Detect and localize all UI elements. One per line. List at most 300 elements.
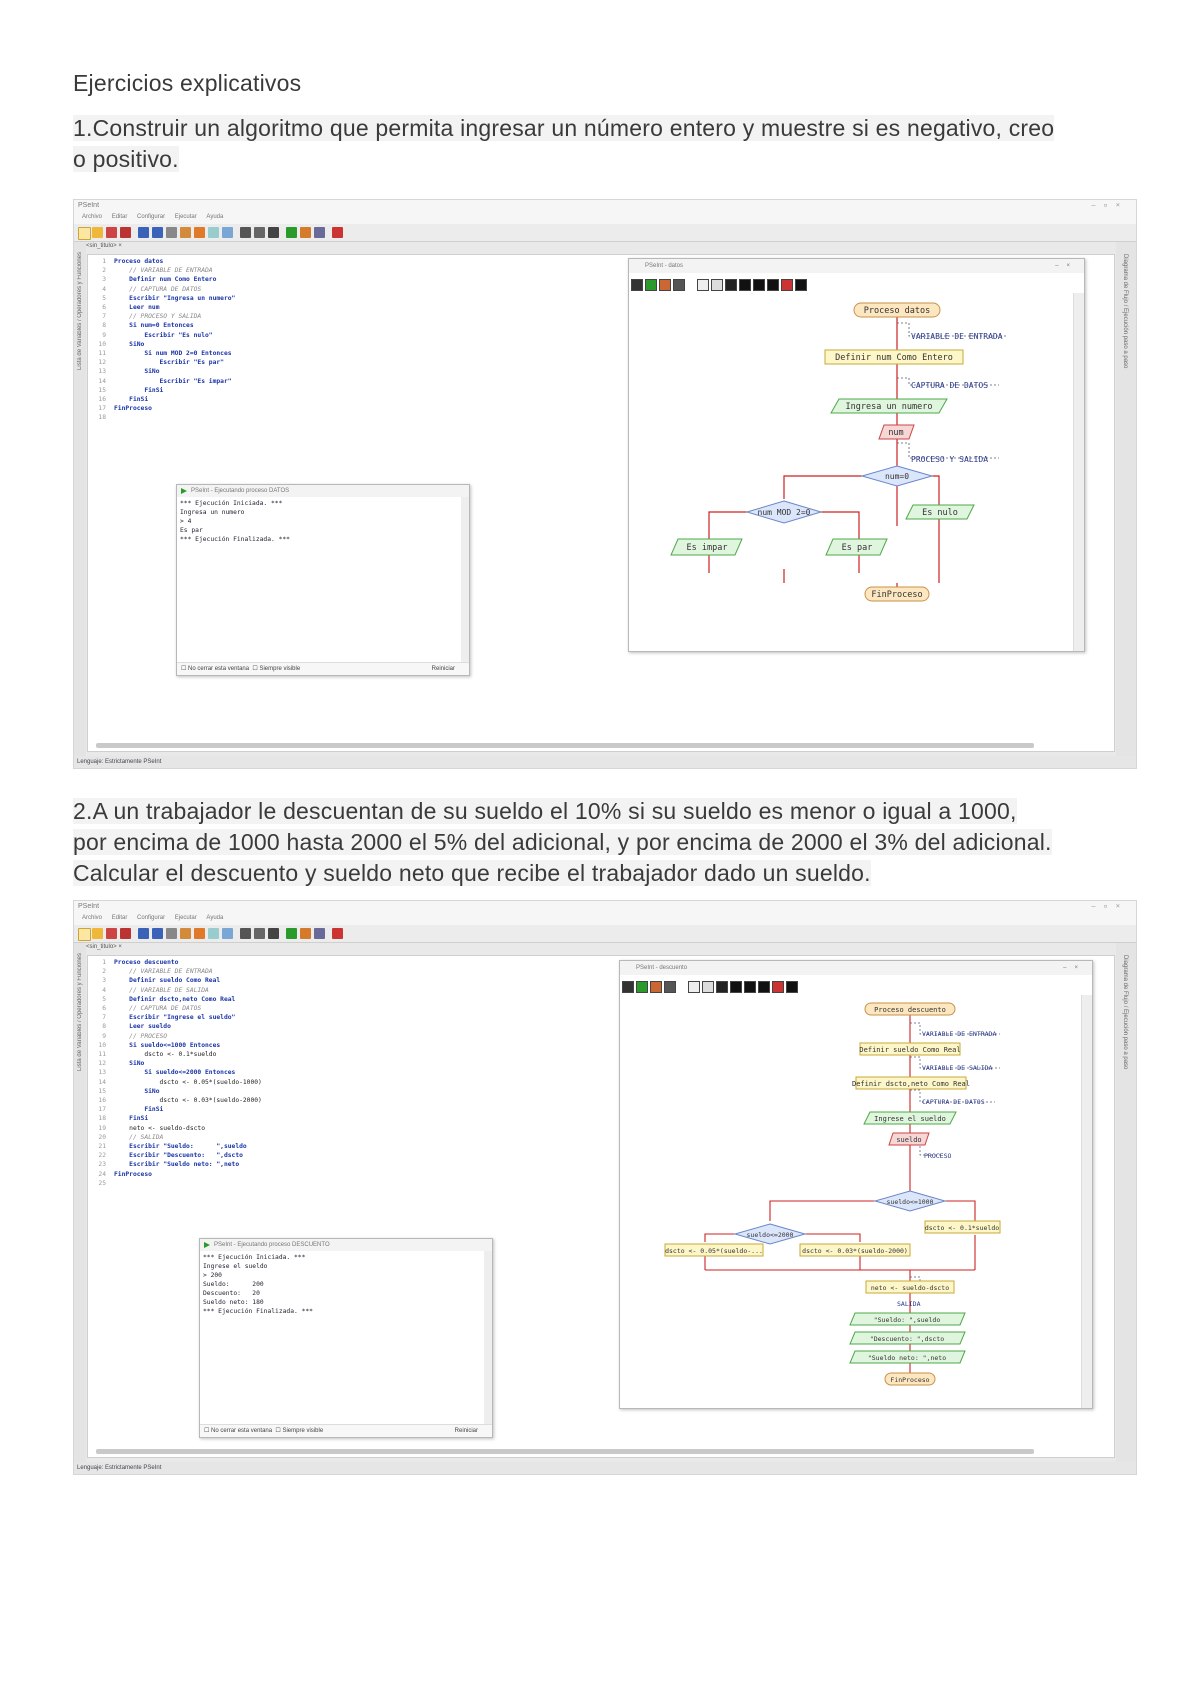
flow-tool-icon[interactable] [631, 279, 643, 291]
menu-ayuda[interactable]: Ayuda [206, 214, 224, 220]
flow-export-icon[interactable] [697, 279, 709, 291]
side-panel-left-label[interactable]: Lista de Variables / Operadores y Funciones [77, 252, 83, 370]
line-text: // PROCESO [114, 1032, 168, 1040]
line-number: 1 [102, 959, 106, 966]
new-file-icon[interactable] [78, 227, 91, 240]
indent-icon[interactable] [208, 227, 219, 238]
line-number: 7 [102, 1014, 106, 1022]
line-text: FinProceso [114, 405, 152, 413]
line-number: 5 [102, 995, 106, 1003]
open-folder-icon[interactable] [92, 227, 103, 238]
flow-comment-5: SALIDA [897, 1300, 921, 1308]
open-folder-icon[interactable] [92, 928, 103, 939]
console-footer: ☐ No cerrar esta ventana ☐ Siempre visible Reiniciar [200, 1424, 492, 1437]
exercise-2-line-1: 2.A un trabajador le descuentan de su sueldo el 10% si su sueldo es menor o igual a 1000, [73, 798, 1017, 824]
flow-decision-text: num=0 [884, 472, 910, 481]
code-line [88, 976, 262, 985]
no-close-checkbox-label[interactable]: No cerrar esta ventana [188, 666, 250, 672]
flowchart-toolbar [631, 276, 809, 290]
code-line [88, 1160, 262, 1169]
flowchart-scrollbar[interactable] [1081, 995, 1092, 1408]
pseint-screenshot-1 [73, 199, 1137, 769]
line-number: 14 [98, 377, 106, 385]
flow-save-icon[interactable] [664, 981, 676, 993]
line-text: SiNo [114, 1087, 160, 1095]
right-side-panel [1116, 242, 1136, 756]
exercise-2-line-3: Calcular el descuento y sueldo neto que recibe el trabajador dado un sueldo. [73, 860, 871, 886]
flow-help-icon[interactable] [772, 981, 784, 993]
line-text: SiNo [114, 1060, 145, 1068]
code-line [88, 321, 235, 330]
line-number: 12 [98, 359, 106, 367]
line-number: 14 [98, 1078, 106, 1086]
redo-icon[interactable] [152, 928, 163, 939]
console-title: PSeInt - Ejecutando proceso DATOS [191, 488, 290, 494]
code-line [88, 1142, 262, 1151]
code-line [88, 1096, 262, 1105]
indent-icon[interactable] [208, 928, 219, 939]
run-icon [204, 1242, 210, 1248]
flowchart-window [628, 258, 1085, 652]
flow-impar-text: Es impar [686, 543, 728, 553]
line-number: 2 [102, 968, 106, 976]
window-controls[interactable]: –▫× [1091, 201, 1128, 209]
flowchart-toolbar [622, 978, 800, 992]
paste-icon[interactable] [194, 928, 205, 939]
menu-ayuda[interactable]: Ayuda [206, 915, 224, 921]
code-line [88, 312, 235, 321]
line-text: // SALIDA [114, 1133, 164, 1141]
zoom-icon[interactable] [240, 227, 251, 238]
menu-bar [74, 915, 1136, 925]
save-as-icon[interactable] [120, 928, 131, 939]
code-line [88, 986, 262, 995]
flowchart-scrollbar[interactable] [1073, 293, 1084, 651]
flow-comment-icon[interactable] [702, 981, 714, 993]
flow-run-icon[interactable] [636, 981, 648, 993]
code-line [88, 358, 235, 367]
line-text: Si sueldo<=1000 Entonces [114, 1041, 221, 1049]
flowchart-titlebar [620, 961, 1092, 975]
line-text: Proceso descuento [114, 959, 179, 966]
line-number: 1 [102, 258, 106, 265]
line-number: 15 [98, 386, 106, 394]
left-side-panel [74, 242, 86, 756]
code-line [88, 413, 235, 422]
paste-icon[interactable] [194, 227, 205, 238]
code-line [88, 1151, 262, 1160]
line-number: 10 [98, 1041, 106, 1049]
flow-print-1-text: "Sueldo: ",sueldo [873, 1316, 941, 1324]
side-panel-left-label[interactable]: Lista de Variables / Operadores y Funciones [77, 953, 83, 1071]
line-number: 8 [102, 1023, 106, 1031]
menu-editar[interactable]: Editar [111, 214, 128, 220]
always-visible-checkbox-label[interactable]: Siempre visible [259, 666, 301, 672]
flowchart-icon[interactable] [314, 227, 325, 238]
side-panel-right-label[interactable]: Diagrama de Flujo / Ejecución paso a paso [1122, 955, 1128, 1070]
window-titlebar [74, 901, 1136, 915]
code-line [88, 386, 235, 395]
line-text: Si num=0 Entonces [114, 322, 194, 330]
line-text: Proceso datos [114, 258, 164, 265]
line-text: dscto <- 0.03*(sueldo-2000) [114, 1097, 262, 1105]
flow-comment-1: VARIABLE DE ENTRADA [922, 1030, 997, 1038]
console-title: PSeInt - Ejecutando proceso DESCUENTO [214, 1242, 330, 1248]
line-text: Leer num [114, 304, 160, 312]
line-text: // VARIABLE DE SALIDA [114, 986, 209, 994]
flow-nulo-text: Es nulo [922, 508, 958, 518]
right-side-panel [1116, 943, 1136, 1462]
line-number: 2 [102, 267, 106, 275]
line-text: Escribir "Es nulo" [114, 331, 213, 339]
code-line [88, 294, 235, 303]
exercise-1-line-2: o positivo. [73, 146, 179, 172]
source-code [88, 257, 235, 423]
line-number: 18 [98, 1115, 106, 1123]
line-text: Escribir "Sueldo neto: ",neto [114, 1161, 240, 1169]
flow-print-3-text: "Sueldo neto: ",neto [867, 1354, 947, 1362]
line-text: FinSi [114, 1115, 149, 1123]
line-text: FinSi [114, 1106, 164, 1114]
save-icon[interactable] [106, 928, 117, 939]
flowchart-title: PSeInt - datos [645, 263, 684, 269]
code-line [88, 1041, 262, 1050]
menu-archivo[interactable]: Archivo [82, 915, 103, 921]
console-window [176, 484, 470, 676]
flow-save-icon[interactable] [673, 279, 685, 291]
side-panel-right-label[interactable]: Diagrama de Flujo / Ejecución paso a paso [1122, 254, 1128, 369]
line-number: 5 [102, 294, 106, 302]
line-text: // CAPTURA DE DATOS [114, 285, 202, 293]
flow-output-text: Ingresa un numero [845, 402, 933, 412]
horizontal-scrollbar[interactable] [96, 743, 1034, 748]
flow-define-text: Definir num Como Entero [835, 353, 953, 363]
flowchart-canvas [629, 293, 1074, 651]
console-titlebar [200, 1239, 492, 1251]
flowchart-diagram [620, 995, 1082, 1406]
window-title: PSeInt [78, 202, 100, 209]
always-visible-checkbox-label[interactable]: Siempre visible [282, 1428, 324, 1434]
window-controls[interactable]: –▫× [1091, 902, 1128, 910]
flow-start-text: Proceso descuento [874, 1006, 946, 1014]
code-line [88, 995, 262, 1004]
code-line [88, 958, 262, 967]
exercise-2-statement [73, 796, 1052, 889]
code-line [88, 1087, 262, 1096]
code-line [88, 1022, 262, 1031]
menu-editar[interactable]: Editar [111, 915, 128, 921]
flow-shape-icon[interactable] [730, 981, 742, 993]
flow-read-text: sueldo [896, 1136, 922, 1144]
cut-icon[interactable] [166, 227, 177, 238]
line-number: 19 [98, 1124, 106, 1132]
flow-assign-3-text: dscto <- 0.03*(sueldo-2000) [802, 1247, 908, 1255]
flow-comment-icon[interactable] [711, 279, 723, 291]
line-number: 13 [98, 368, 106, 376]
console-titlebar [177, 485, 469, 497]
line-text: Si sueldo<=2000 Entonces [114, 1069, 236, 1077]
code-line [88, 1105, 262, 1114]
window-titlebar [74, 200, 1136, 214]
line-number: 23 [98, 1161, 106, 1169]
flowchart-title: PSeInt - descuento [636, 965, 688, 971]
flow-shape-icon[interactable] [744, 981, 756, 993]
line-number: 17 [98, 405, 106, 413]
line-text: dscto <- 0.1*sueldo [114, 1051, 217, 1059]
line-text: // PROCESO Y SALIDA [114, 313, 202, 321]
menu-configurar[interactable]: Configurar [137, 214, 166, 220]
line-number: 13 [98, 1069, 106, 1077]
flowchart-diagram [629, 293, 1074, 649]
line-number: 3 [102, 977, 106, 985]
undo-icon[interactable] [138, 227, 149, 238]
flow-par-text: Es par [841, 543, 873, 553]
line-number: 20 [98, 1133, 106, 1141]
code-line [88, 285, 235, 294]
line-number: 8 [102, 322, 106, 330]
line-number: 4 [102, 986, 106, 994]
code-line [88, 340, 235, 349]
flow-shape-icon[interactable] [716, 981, 728, 993]
flow-comment-2: VARIABLE DE SALIDA [922, 1064, 993, 1072]
tab-sin-titulo[interactable]: <sin_titulo> × [86, 944, 122, 950]
code-line [88, 367, 235, 376]
line-number: 16 [98, 1097, 106, 1105]
line-text: Escribir "Descuento: ",dscto [114, 1152, 243, 1160]
code-line [88, 303, 235, 312]
flow-comment-3: CAPTURA DE DATOS [922, 1098, 985, 1106]
line-text: // CAPTURA DE DATOS [114, 1005, 202, 1013]
flow-edit-icon[interactable] [650, 981, 662, 993]
source-code [88, 958, 262, 1188]
flowchart-window [619, 960, 1093, 1409]
line-text: // VARIABLE DE ENTRADA [114, 968, 213, 976]
line-text: // VARIABLE DE ENTRADA [114, 267, 213, 275]
comment-links [897, 323, 1007, 458]
run-icon[interactable] [286, 928, 297, 939]
flow-comment-2: CAPTURA DE DATOS [911, 381, 989, 390]
zoom-icon[interactable] [240, 928, 251, 939]
code-line [88, 967, 262, 976]
code-line [88, 257, 235, 266]
save-icon[interactable] [106, 227, 117, 238]
line-text: Escribir "Es impar" [114, 377, 232, 385]
console-footer: ☐ No cerrar esta ventana ☐ Siempre visible Reiniciar [177, 662, 469, 675]
save-as-icon[interactable] [120, 227, 131, 238]
horizontal-scrollbar[interactable] [96, 1449, 1034, 1454]
flow-define-1-text: Definir sueldo Como Real [859, 1046, 961, 1054]
flow-tool-icon[interactable] [622, 981, 634, 993]
code-line [88, 1170, 262, 1179]
flow-export-icon[interactable] [688, 981, 700, 993]
line-text: FinProceso [114, 1170, 152, 1178]
help-icon[interactable] [332, 227, 343, 238]
line-text: Definir dscto,neto Como Real [114, 995, 236, 1003]
line-number: 24 [98, 1170, 106, 1178]
code-line [88, 1059, 262, 1068]
find-icon[interactable] [222, 227, 233, 238]
line-text: FinSi [114, 386, 164, 394]
line-number: 6 [102, 1005, 106, 1013]
line-number: 11 [98, 1051, 106, 1059]
redo-icon[interactable] [152, 227, 163, 238]
line-number: 10 [98, 340, 106, 348]
code-line [88, 1068, 262, 1077]
status-bar: Lenguaje: Estrictamente PSeInt [74, 1462, 1136, 1474]
window-controls[interactable]: –× [1063, 965, 1086, 971]
line-number: 16 [98, 396, 106, 404]
console-window [199, 1238, 493, 1438]
line-number: 6 [102, 304, 106, 312]
run-icon [181, 488, 187, 494]
flow-shape-icon[interactable] [767, 279, 779, 291]
line-text: Escribir "Ingresa un numero" [114, 294, 236, 302]
line-text: Leer sueldo [114, 1023, 171, 1031]
flow-close-icon[interactable] [786, 981, 798, 993]
help-icon[interactable] [332, 928, 343, 939]
menu-ejecutar[interactable]: Ejecutar [174, 915, 197, 921]
settings-icon[interactable] [254, 928, 265, 939]
line-text: Definir num Como Entero [114, 276, 217, 284]
line-number: 17 [98, 1106, 106, 1114]
flow-assign-2-text: dscto <- 0.05*(sueldo-... [665, 1247, 763, 1255]
line-text: Escribir "Ingrese el sueldo" [114, 1014, 236, 1022]
code-line [88, 1004, 262, 1013]
line-number: 11 [98, 350, 106, 358]
page-heading: Ejercicios explicativos [73, 70, 302, 96]
status-bar: Lenguaje: Estrictamente PSeInt [74, 756, 1136, 768]
flow-comment-3: PROCESO Y SALIDA [911, 455, 989, 464]
flow-assign-1-text: dscto <- 0.1*sueldo [924, 1224, 1000, 1232]
code-line [88, 1179, 262, 1188]
flow-end-text: FinProceso [890, 1376, 930, 1384]
code-line [88, 404, 235, 413]
flow-start-text: Proceso datos [863, 306, 931, 316]
flow-shape-icon[interactable] [753, 279, 765, 291]
flow-decision-2-text: sueldo<=2000 [746, 1231, 794, 1239]
menu-bar [74, 214, 1136, 224]
find-icon[interactable] [222, 928, 233, 939]
flow-end-text: FinProceso [871, 590, 923, 600]
pseint-screenshot-2 [73, 900, 1137, 1475]
line-number: 7 [102, 313, 106, 321]
line-number: 25 [98, 1179, 106, 1187]
line-number: 18 [98, 414, 106, 422]
line-number: 15 [98, 1087, 106, 1095]
code-line [88, 1114, 262, 1123]
step-run-icon[interactable] [300, 928, 311, 939]
flow-comment-4: PROCESO [924, 1152, 952, 1160]
menu-archivo[interactable]: Archivo [82, 214, 103, 220]
console-output: *** Ejecución Iniciada. *** Ingresa un numero > 4 Es par *** Ejecución Finalizada. *** [180, 500, 290, 543]
line-text: FinSi [114, 396, 149, 404]
line-text: Escribir "Sueldo: ",sueldo [114, 1143, 247, 1151]
flow-shape-icon[interactable] [725, 279, 737, 291]
print-icon[interactable] [268, 928, 279, 939]
flow-shape-icon[interactable] [758, 981, 770, 993]
flow-decision-text: sueldo<=1000 [886, 1198, 934, 1206]
cut-icon[interactable] [166, 928, 177, 939]
console-output: *** Ejecución Iniciada. *** Ingrese el sueldo > 200 Sueldo: 200 Descuento: 20 Sueldo neto: 180 *** Ejecución Finalizada. *** [203, 1254, 313, 1315]
flowchart-titlebar [629, 259, 1084, 273]
code-line [88, 1133, 262, 1142]
flow-close-icon[interactable] [795, 279, 807, 291]
tab-sin-titulo[interactable]: <sin_titulo> × [86, 243, 122, 249]
flow-print-2-text: "Descuento: ",dscto [869, 1335, 945, 1343]
line-text: SiNo [114, 368, 160, 376]
line-number: 12 [98, 1060, 106, 1068]
code-line [88, 395, 235, 404]
print-icon[interactable] [268, 227, 279, 238]
code-line [88, 1124, 262, 1133]
console-scrollbar[interactable] [484, 1251, 492, 1425]
new-file-icon[interactable] [78, 928, 91, 941]
copy-icon[interactable] [180, 928, 191, 939]
code-line [88, 1050, 262, 1059]
line-text: neto <- sueldo-dscto [114, 1124, 205, 1132]
flow-calc-text: neto <- sueldo-dscto [870, 1284, 950, 1292]
line-number: 22 [98, 1152, 106, 1160]
code-line [88, 377, 235, 386]
settings-icon[interactable] [254, 227, 265, 238]
flow-output-text: Ingrese el sueldo [874, 1115, 946, 1123]
flow-shape-icon[interactable] [739, 279, 751, 291]
flow-decision-2-text: num MOD 2=0 [757, 508, 811, 517]
line-text: Definir sueldo Como Real [114, 977, 221, 985]
line-text: Escribir "Es par" [114, 359, 224, 367]
line-number: 9 [102, 331, 106, 339]
undo-icon[interactable] [138, 928, 149, 939]
no-close-checkbox-label[interactable]: No cerrar esta ventana [211, 1428, 273, 1434]
line-text: SiNo [114, 340, 145, 348]
flow-define-2-text: Definir dscto,neto Como Real [851, 1080, 971, 1088]
left-side-panel [74, 943, 86, 1462]
exercise-1-statement [73, 113, 1054, 175]
restart-button[interactable]: Reiniciar [454, 1428, 478, 1434]
code-line [88, 349, 235, 358]
toolbar [74, 224, 1136, 242]
code-line [88, 1078, 262, 1087]
line-number: 4 [102, 285, 106, 293]
console-scrollbar[interactable] [461, 497, 469, 663]
flowchart-canvas [620, 995, 1082, 1408]
flow-read-text: num [888, 428, 904, 438]
exercise-1-line-1: 1.Construir un algoritmo que permita ingresar un número entero y muestre si es negativo, creo [73, 115, 1055, 141]
flow-run-icon[interactable] [645, 279, 657, 291]
flowchart-icon[interactable] [314, 928, 325, 939]
toolbar [74, 925, 1136, 943]
flow-comment-1: VARIABLE DE ENTRADA [911, 332, 1003, 341]
menu-configurar[interactable]: Configurar [137, 915, 166, 921]
line-text: Si num MOD 2=0 Entonces [114, 350, 232, 358]
window-controls[interactable]: –× [1055, 263, 1078, 269]
copy-icon[interactable] [180, 227, 191, 238]
line-number: 21 [98, 1143, 106, 1151]
code-line [88, 275, 235, 284]
code-line [88, 331, 235, 340]
flow-edit-icon[interactable] [659, 279, 671, 291]
exercise-2-line-2: por encima de 1000 hasta 2000 el 5% del adicional, y por encima de 2000 el 3% del adicional. [73, 829, 1052, 855]
code-line [88, 266, 235, 275]
menu-ejecutar[interactable]: Ejecutar [174, 214, 197, 220]
restart-button[interactable]: Reiniciar [431, 666, 455, 672]
code-line [88, 1013, 262, 1022]
window-title: PSeInt [78, 903, 100, 910]
line-number: 3 [102, 276, 106, 284]
run-icon[interactable] [286, 227, 297, 238]
flow-help-icon[interactable] [781, 279, 793, 291]
step-run-icon[interactable] [300, 227, 311, 238]
